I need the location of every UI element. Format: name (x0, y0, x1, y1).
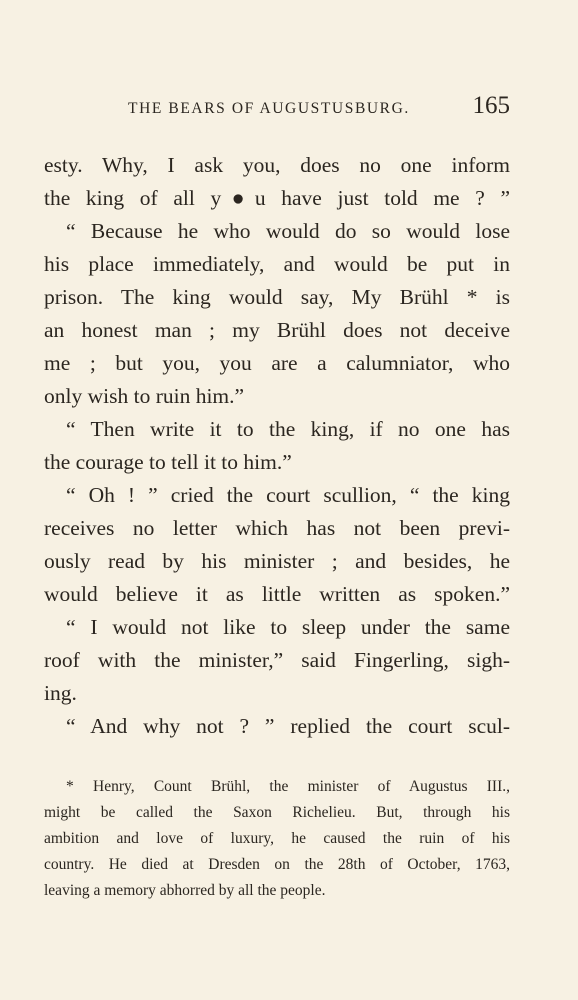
page-header (44, 92, 510, 126)
text-line: ing. (44, 681, 77, 705)
footnote-line: * Henry, Count Brühl, the minister of Augustus III., (66, 778, 510, 795)
text-line: esty. Why, I ask you, does no one inform (44, 153, 510, 177)
page-number: 165 (472, 92, 510, 119)
footnote (44, 774, 510, 904)
text-line: “ I would not like to sleep under the same (66, 615, 510, 639)
text-line: “ And why not ? ” replied the court scul- (66, 714, 510, 738)
text-line: prison. The king would say, My Brühl * is (44, 285, 510, 309)
text-line: ously read by his minister ; and besides, he (44, 549, 510, 573)
body-text (44, 149, 510, 743)
footnote-line: leaving a memory abhorred by all the people. (44, 882, 326, 899)
text-line: the king of all y●u have just told me ? ” (44, 186, 510, 210)
text-line: “ Because he who would do so would lose (66, 219, 510, 243)
text-line: only wish to ruin him.” (44, 384, 245, 408)
text-line: roof with the minister,” said Fingerling, sigh- (44, 648, 510, 672)
text-line: an honest man ; my Brühl does not deceive (44, 318, 510, 342)
text-line: “ Oh ! ” cried the court scullion, “ the king (66, 483, 510, 507)
text-line: his place immediately, and would be put in (44, 252, 510, 276)
footnote-line: might be called the Saxon Richelieu. But, through his (44, 804, 510, 821)
footnote-line: country. He died at Dresden on the 28th of October, 1763, (44, 856, 510, 873)
text-line: me ; but you, you are a calumniator, who (44, 351, 510, 375)
running-head: THE BEARS OF AUGUSTUSBURG. (128, 100, 410, 117)
text-line: receives no letter which has not been previ- (44, 516, 510, 540)
text-line: would believe it as little written as spoken.” (44, 582, 510, 606)
text-line: the courage to tell it to him.” (44, 450, 292, 474)
text-line: “ Then write it to the king, if no one has (66, 417, 510, 441)
footnote-line: ambition and love of luxury, he caused the ruin of his (44, 830, 510, 847)
